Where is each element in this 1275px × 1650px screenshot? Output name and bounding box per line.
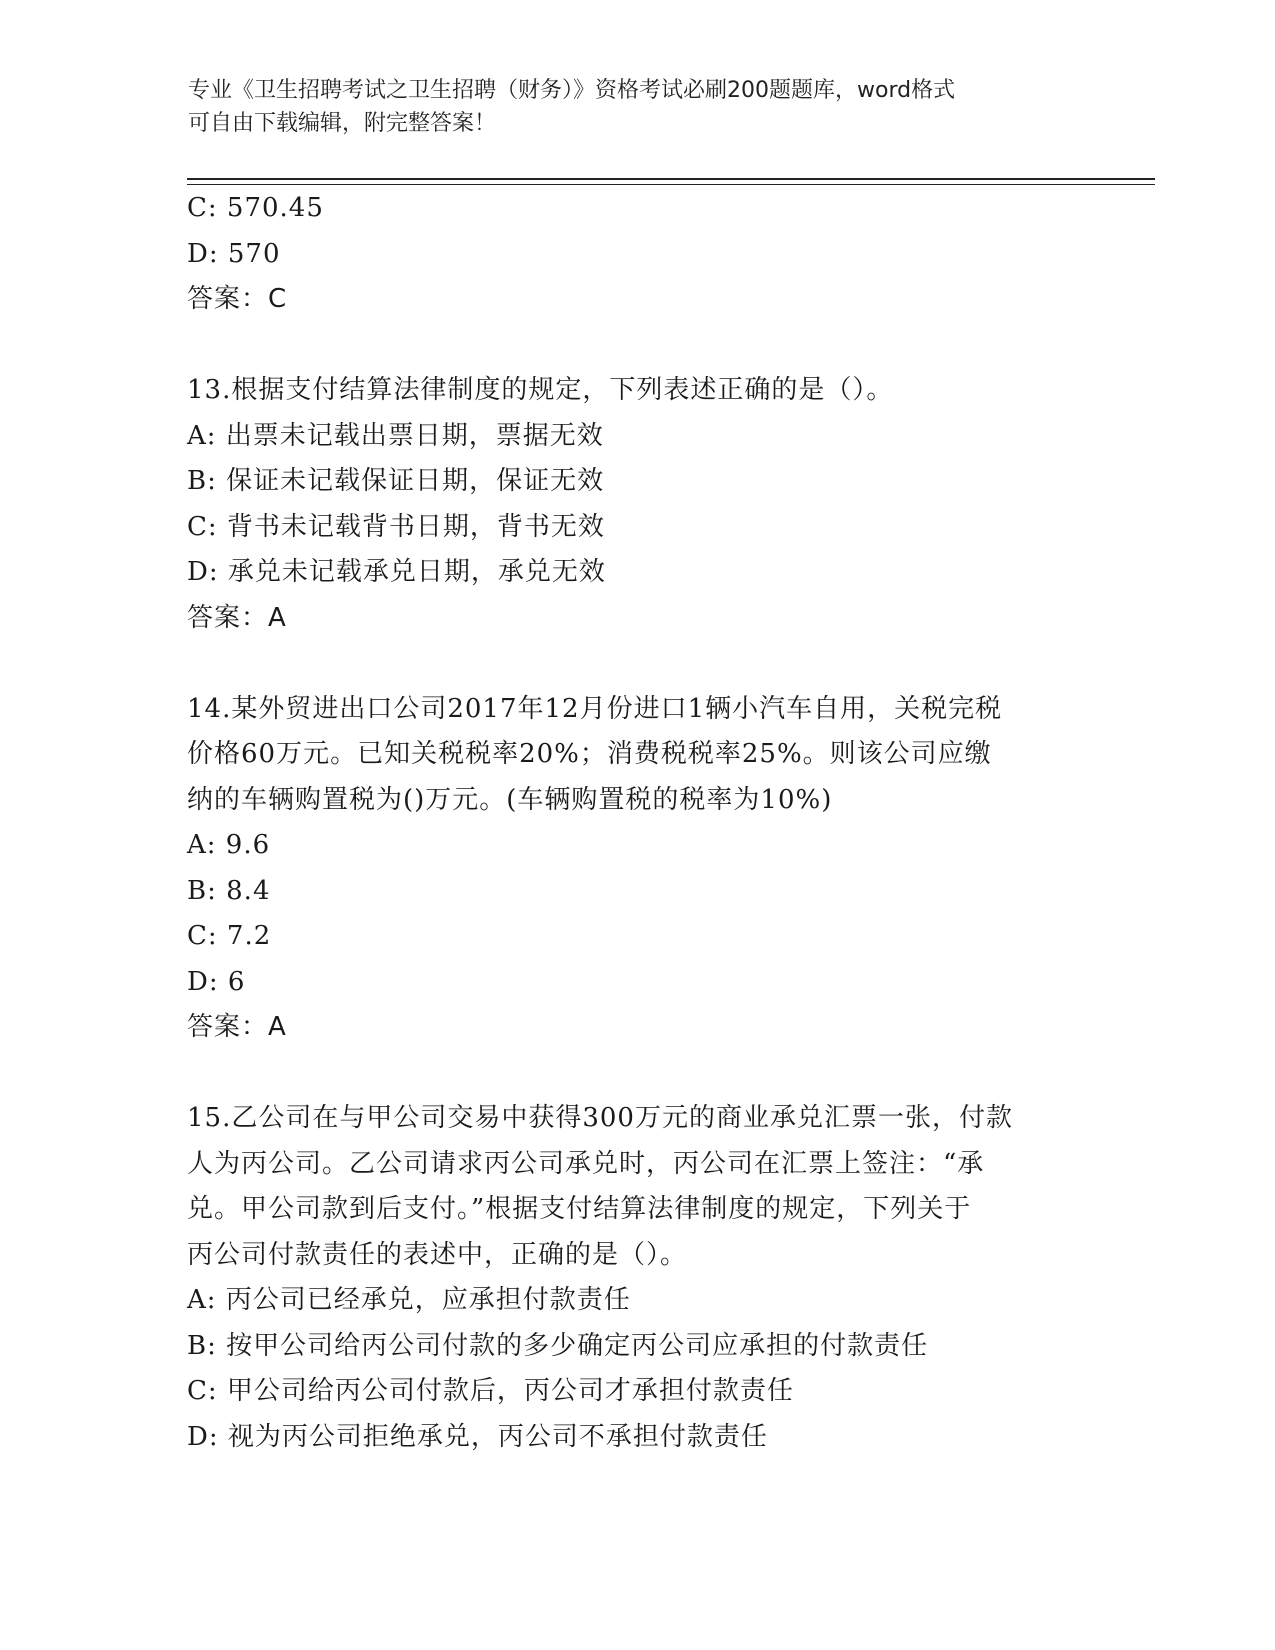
q13-option-b: B: 保证未记载保证日期，保证无效 xyxy=(187,466,605,496)
q15-option-d: D: 视为丙公司拒绝承兑，丙公司不承担付款责任 xyxy=(187,1421,768,1452)
q15-option-c: C: 甲公司给丙公司付款后，丙公司才承担付款责任 xyxy=(187,1376,794,1406)
q15-option-b: B: 按甲公司给丙公司付款的多少确定丙公司应承担的付款责任 xyxy=(187,1330,929,1361)
q14-option-a: A: 9.6 xyxy=(187,830,271,860)
question-12-tail xyxy=(187,186,1107,323)
q13-option-a: A: 出票未记载出票日期，票据无效 xyxy=(187,420,604,451)
q14-option-c: C: 7.2 xyxy=(187,921,272,951)
header-title-line-2: 可自由下载编辑，附完整答案！ xyxy=(188,111,497,136)
q15-stem-line-3: 兑。甲公司款到后支付。”根据支付结算法律制度的规定，下列关于 xyxy=(187,1194,972,1224)
page-header xyxy=(188,74,1088,140)
question-13 xyxy=(187,368,1107,641)
q13-option-d: D: 承兑未记载承兑日期，承兑无效 xyxy=(187,557,606,587)
q15-stem-line-1: 15.乙公司在与甲公司交易中获得300万元的商业承兑汇票一张，付款 xyxy=(187,1103,1013,1133)
q12-answer: 答案：C xyxy=(187,284,288,314)
q13-option-c: C: 背书未记载背书日期，背书无效 xyxy=(187,511,605,542)
q15-option-a: A: 丙公司已经承兑，应承担付款责任 xyxy=(187,1285,631,1315)
q14-stem-line-3: 纳的车辆购置税为()万元。(车辆购置税的税率为10%) xyxy=(187,784,833,815)
q15-stem-line-2: 人为丙公司。乙公司请求丙公司承兑时，丙公司在汇票上签注：“承 xyxy=(187,1148,985,1179)
document-body xyxy=(187,186,1107,1460)
question-15 xyxy=(187,1096,1107,1460)
q14-option-d: D: 6 xyxy=(187,966,246,997)
q12-option-c: C: 570.45 xyxy=(187,193,324,223)
header-divider xyxy=(187,178,1155,185)
header-title-line-1: 专业《卫生招聘考试之卫生招聘（财务）》资格考试必刷200题题库，word格式 xyxy=(188,78,956,103)
q12-option-d: D: 570 xyxy=(187,238,281,269)
q14-answer: 答案：A xyxy=(187,1012,287,1042)
q14-stem-line-2: 价格60万元。已知关税税率20%；消费税税率25%。则该公司应缴 xyxy=(187,739,992,769)
q13-stem-line: 13.根据支付结算法律制度的规定，下列表述正确的是（）。 xyxy=(187,375,894,405)
question-14 xyxy=(187,687,1107,1051)
q13-answer: 答案：A xyxy=(187,602,287,633)
q14-option-b: B: 8.4 xyxy=(187,875,271,906)
q15-stem-line-4: 丙公司付款责任的表述中，正确的是（）。 xyxy=(187,1239,688,1270)
q14-stem-line-1: 14.某外贸进出口公司2017年12月份进口1辆小汽车自用，关税完税 xyxy=(187,693,1003,724)
